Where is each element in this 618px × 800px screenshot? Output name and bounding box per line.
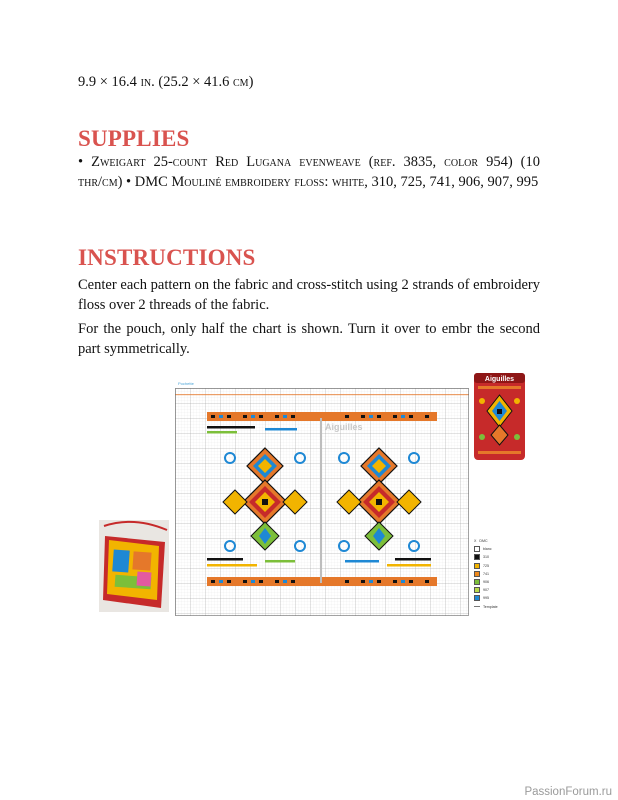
legend-item: 310 [474, 553, 504, 561]
legend-swatch-907 [474, 587, 480, 593]
cross-stitch-chart [175, 388, 469, 616]
legend-swatch-725 [474, 563, 480, 569]
pouch-label: Aiguilles [484, 376, 515, 383]
legend-swatch-310 [474, 554, 480, 560]
finished-pouch-photo [99, 520, 169, 612]
supplies-text: • Zweigart 25-count Red Lugana evenweave (ref. 3835, color 954) (10 thr/cm) • DMC Mouliné embroidery floss: white, 310, 725, 741, 906, 907, 995 [78, 154, 540, 190]
legend-item: 725 [474, 562, 504, 570]
chart-legend [474, 537, 504, 611]
legend-item: 995 [474, 594, 504, 602]
legend-swatch-blanc [474, 546, 480, 552]
pouch-image [472, 371, 527, 462]
footer-watermark: PassionForum.ru [524, 786, 612, 798]
instructions-paragraph-2: For the pouch, only half the chart is shown. Turn it over to embr the second part symmetrically. [78, 321, 540, 357]
legend-template-line [474, 606, 480, 607]
instructions-paragraph-1: Center each pattern on the fabric and cross-stitch using 2 strands of embroidery floss over 2 threads of the fabric. [78, 277, 540, 313]
legend-item: 907 [474, 586, 504, 594]
dimensions-line: 9.9 × 16.4 in. (25.2 × 41.6 cm) [78, 74, 254, 90]
legend-swatch-741 [474, 571, 480, 577]
chart-label: Pochette [178, 381, 194, 386]
legend-swatch-906 [474, 579, 480, 585]
legend-template-label: Template [483, 604, 498, 609]
instructions-heading: INSTRUCTIONS [78, 245, 256, 270]
legend-item: blanc [474, 545, 504, 553]
legend-header-dmc: DMC [479, 539, 488, 544]
supplies-heading: SUPPLIES [78, 126, 190, 151]
legend-item: 741 [474, 570, 504, 578]
legend-swatch-995 [474, 595, 480, 601]
chart-watermark: Aiguilles [325, 422, 363, 432]
legend-item: 906 [474, 578, 504, 586]
legend-header-symbol: X [474, 539, 477, 544]
